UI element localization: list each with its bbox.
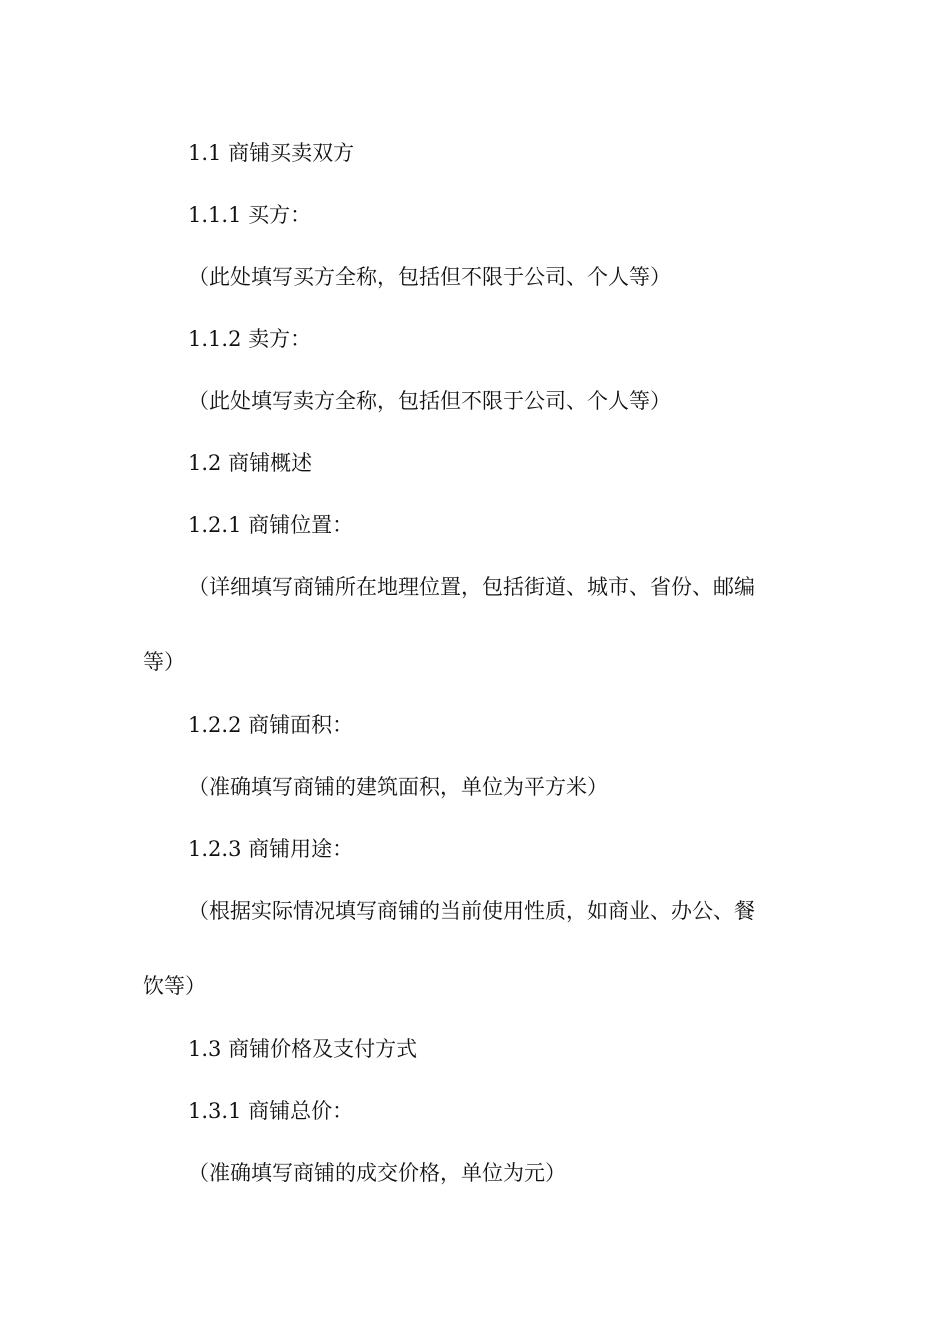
subsection-heading: 1.3.1 商铺总价：	[188, 1099, 354, 1123]
paragraph: （此处填写买方全称，包括但不限于公司、个人等）	[188, 265, 671, 289]
section-heading: 1.2 商铺概述	[188, 451, 313, 475]
subsection-heading: 1.1.2 卖方：	[188, 327, 312, 351]
section-heading: 1.3 商铺价格及支付方式	[188, 1037, 418, 1061]
subsection-heading: 1.2.2 商铺面积：	[188, 713, 354, 737]
paragraph-continuation: 饮等）	[143, 974, 206, 998]
subsection-heading: 1.2.1 商铺位置：	[188, 513, 354, 537]
subsection-heading: 1.2.3 商铺用途：	[188, 837, 354, 861]
paragraph: （详细填写商铺所在地理位置，包括街道、城市、省份、邮编	[188, 575, 755, 599]
subsection-heading: 1.1.1 买方：	[188, 203, 312, 227]
paragraph: （根据实际情况填写商铺的当前使用性质，如商业、办公、餐	[188, 899, 755, 923]
paragraph-continuation: 等）	[143, 650, 185, 674]
paragraph: （准确填写商铺的成交价格，单位为元）	[188, 1161, 566, 1185]
paragraph: （此处填写卖方全称，包括但不限于公司、个人等）	[188, 389, 671, 413]
section-heading: 1.1 商铺买卖双方	[188, 141, 355, 165]
paragraph: （准确填写商铺的建筑面积，单位为平方米）	[188, 775, 608, 799]
